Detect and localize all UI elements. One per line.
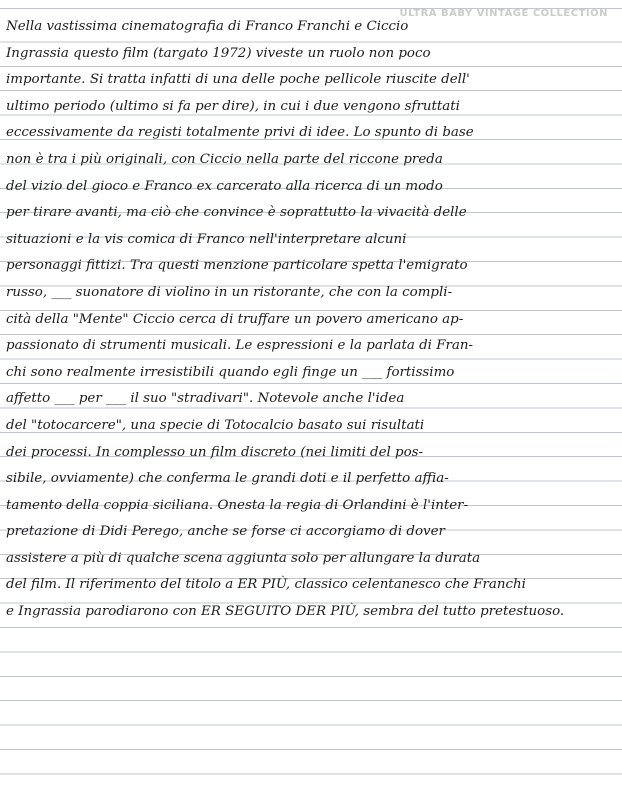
text-line: tamento della coppia siciliana. Onesta la regia di Orlandini è l'inter-: [6, 497, 469, 513]
text-line: Ingrassia questo film (targato 1972) viveste un ruolo non poco: [6, 45, 431, 61]
text-line: passionato di strumenti musicali. Le espressioni e la parlata di Fran-: [6, 338, 474, 354]
text-line: per tirare avanti, ma ciò che convince è soprattutto la vivacità delle: [6, 205, 467, 221]
text-line: del "totocarcere", una specie di Totocalcio basato sui risultati: [6, 417, 425, 433]
text-line: personaggi fittizi. Tra questi menzione particolare spetta l'emigrato: [6, 258, 468, 274]
handwritten-text: [6, 14, 616, 626]
text-line: affetto ___ per ___ il suo "stradivari". Notevole anche l'idea: [6, 391, 405, 407]
text-line: non è tra i più originali, con Ciccio nella parte del riccone preda: [6, 151, 443, 167]
text-line: sibile, ovviamente) che conferma le grandi doti e il perfetto affia-: [6, 471, 449, 487]
text-line: pretazione di Didi Perego, anche se forse ci accorgiamo di dover: [6, 524, 445, 540]
text-line: importante. Si tratta infatti di una delle poche pellicole riuscite dell': [6, 72, 470, 88]
text-line: del film. Il riferimento del titolo a ER PIÙ, classico celentanesco che Franchi: [6, 577, 526, 593]
text-line: russo, ___ suonatore di violino in un ristorante, che con la compli-: [6, 284, 453, 300]
text-line: del vizio del gioco e Franco ex carcerato alla ricerca di un modo: [6, 178, 443, 194]
text-line: ultimo periodo (ultimo si fa per dire), in cui i due vengono sfruttati: [6, 98, 460, 114]
text-line: situazioni e la vis comica di Franco nell'interpretare alcuni: [6, 231, 407, 247]
text-line: chi sono realmente irresistibili quando egli finge un ___ fortissimo: [6, 364, 455, 380]
text-line: assistere a più di qualche scena aggiunta solo per allungare la durata: [6, 550, 481, 566]
text-line: cità della "Mente" Ciccio cerca di truffare un povero americano ap-: [6, 311, 464, 327]
text-line: eccessivamente da registi totalmente privi di idee. Lo spunto di base: [6, 125, 474, 141]
text-line: e Ingrassia parodiarono con ER SEGUITO DER PIÙ, sembra del tutto pretestuoso.: [6, 604, 565, 620]
text-line: Nella vastissima cinematografia di Franco Franchi e Ciccio: [6, 19, 409, 34]
watermark: ULTRA BABY VINTAGE COLLECTION: [399, 8, 608, 19]
text-line: dei processi. In complesso un film discreto (nei limiti del pos-: [6, 444, 424, 460]
